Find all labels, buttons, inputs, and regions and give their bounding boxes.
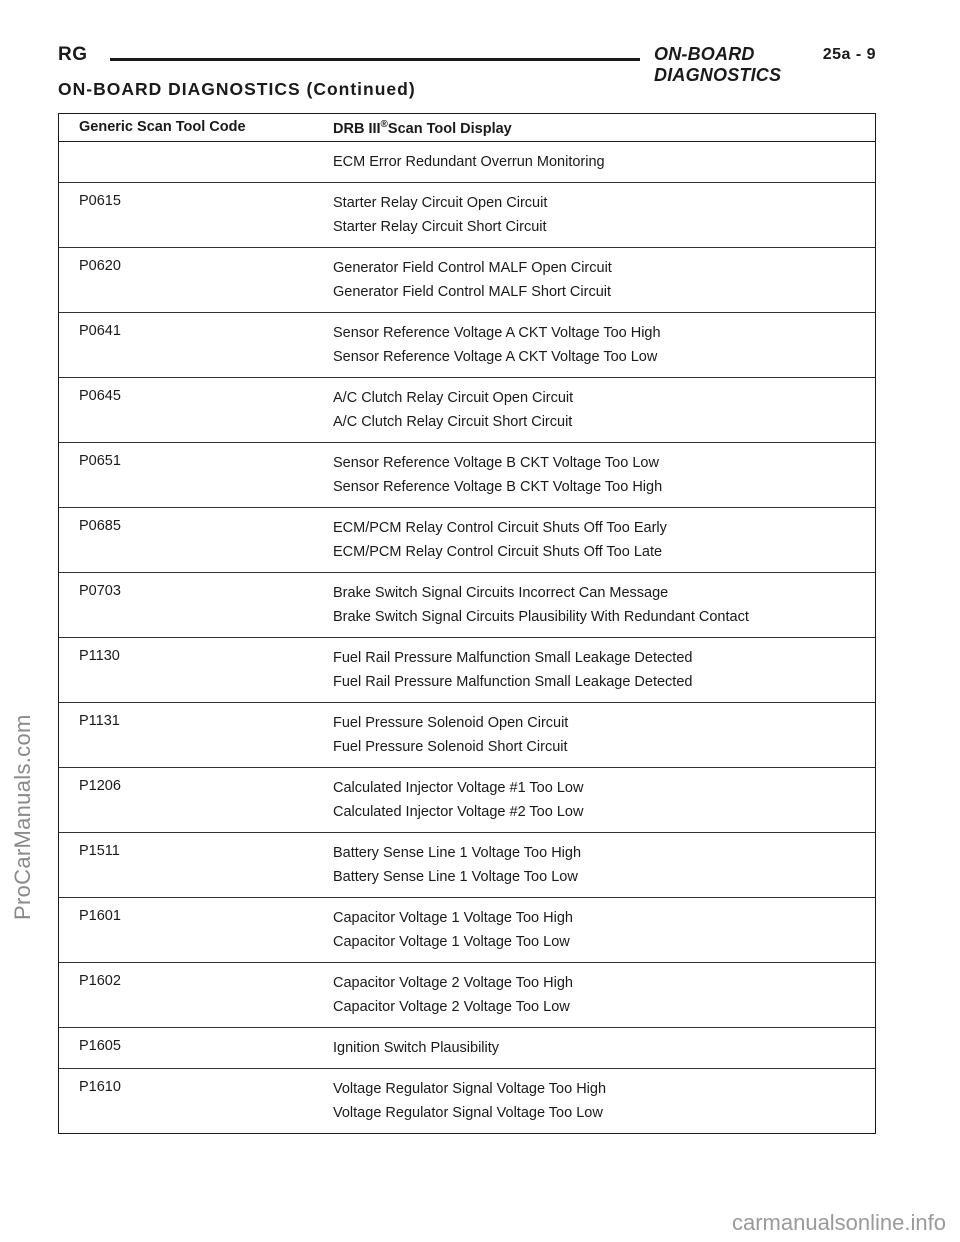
dtc-description: A/C Clutch Relay Circuit Open Circuit (333, 390, 574, 406)
dtc-description: Fuel Pressure Solenoid Open Circuit (333, 715, 569, 731)
dtc-descriptions (333, 581, 875, 629)
dtc-description: Brake Switch Signal Circuits Incorrect Can Message (333, 585, 669, 601)
table-row (59, 573, 875, 638)
page-number: 25a - 9 (822, 46, 876, 63)
section-title: ON-BOARD DIAGNOSTICS (Continued) (58, 79, 416, 99)
table-row (59, 508, 875, 573)
table-row (59, 1028, 875, 1069)
dtc-description: Battery Sense Line 1 Voltage Too Low (333, 869, 578, 885)
dtc-descriptions (333, 150, 875, 174)
column-header-code: Generic Scan Tool Code (79, 119, 246, 135)
dtc-description: Fuel Rail Pressure Malfunction Small Leakage Detected (333, 650, 693, 666)
dtc-description: Capacitor Voltage 1 Voltage Too High (333, 910, 573, 926)
dtc-description: Generator Field Control MALF Open Circuit (333, 260, 612, 276)
header-section-title: ON-BOARD DIAGNOSTICS (654, 44, 782, 85)
dtc-description: Capacitor Voltage 2 Voltage Too Low (333, 999, 570, 1015)
table-header (59, 114, 875, 142)
table-row (59, 1069, 875, 1133)
dtc-description: Generator Field Control MALF Short Circuit (333, 284, 612, 300)
column-header-display (333, 119, 512, 137)
dtc-descriptions (333, 711, 875, 759)
dtc-description: Brake Switch Signal Circuits Plausibility With Redundant Contact (333, 609, 749, 625)
dtc-code: P1605 (79, 1038, 121, 1054)
column-header-display-suffix: Scan Tool Display (387, 120, 512, 137)
dtc-descriptions (333, 1036, 875, 1060)
dtc-description: ECM/PCM Relay Control Circuit Shuts Off Too Late (333, 544, 663, 560)
dtc-description: A/C Clutch Relay Circuit Short Circuit (333, 414, 573, 430)
dtc-descriptions (333, 516, 875, 564)
table-row (59, 898, 875, 963)
footer-watermark: carmanualsonline.info (731, 1210, 946, 1235)
dtc-descriptions (333, 321, 875, 369)
dtc-code: P0620 (79, 258, 121, 274)
vehicle-code: RG (58, 44, 88, 65)
page-header (58, 42, 876, 85)
dtc-code: P1601 (79, 908, 121, 924)
table-row (59, 768, 875, 833)
dtc-descriptions (333, 971, 875, 1019)
dtc-description: Capacitor Voltage 1 Voltage Too Low (333, 934, 570, 950)
side-watermark: ProCarManuals.com (10, 714, 35, 920)
dtc-code: P1610 (79, 1079, 121, 1095)
table-row (59, 142, 875, 183)
dtc-code: P0641 (79, 323, 121, 339)
dtc-description: Voltage Regulator Signal Voltage Too Low (333, 1105, 603, 1121)
table-row (59, 833, 875, 898)
dtc-code: P1130 (79, 648, 120, 664)
dtc-code: P1511 (79, 843, 120, 859)
dtc-descriptions (333, 841, 875, 889)
dtc-code: P0645 (79, 388, 121, 404)
dtc-code: P1131 (79, 713, 120, 729)
dtc-description: Fuel Rail Pressure Malfunction Small Leakage Detected (333, 674, 693, 690)
dtc-description: Calculated Injector Voltage #1 Too Low (333, 780, 584, 796)
registered-mark: ® (380, 119, 388, 130)
dtc-description: Starter Relay Circuit Open Circuit (333, 195, 548, 211)
dtc-description: Battery Sense Line 1 Voltage Too High (333, 845, 582, 861)
dtc-descriptions (333, 646, 875, 694)
table-row (59, 248, 875, 313)
dtc-description: Ignition Switch Plausibility (333, 1040, 500, 1056)
dtc-code: P0651 (79, 453, 121, 469)
dtc-description: ECM Error Redundant Overrun Monitoring (333, 154, 605, 170)
dtc-descriptions (333, 906, 875, 954)
diagnostic-code-table (58, 113, 876, 1134)
table-row (59, 378, 875, 443)
dtc-descriptions (333, 256, 875, 304)
dtc-code: P0703 (79, 583, 121, 599)
header-rule (110, 58, 640, 61)
dtc-descriptions (333, 191, 875, 239)
dtc-descriptions (333, 1077, 875, 1125)
dtc-description: ECM/PCM Relay Control Circuit Shuts Off Too Early (333, 520, 667, 536)
table-row (59, 183, 875, 248)
column-header-display-prefix: DRB III (333, 120, 381, 137)
table-row (59, 443, 875, 508)
dtc-descriptions (333, 776, 875, 824)
dtc-code: P1206 (79, 778, 121, 794)
dtc-description: Sensor Reference Voltage A CKT Voltage Too High (333, 325, 661, 341)
dtc-description: Sensor Reference Voltage A CKT Voltage Too Low (333, 349, 658, 365)
table-row (59, 313, 875, 378)
dtc-description: Capacitor Voltage 2 Voltage Too High (333, 975, 573, 991)
table-body (59, 142, 875, 1133)
dtc-descriptions (333, 386, 875, 434)
table-row (59, 703, 875, 768)
dtc-description: Sensor Reference Voltage B CKT Voltage Too Low (333, 455, 659, 471)
dtc-code: P0685 (79, 518, 121, 534)
dtc-description: Calculated Injector Voltage #2 Too Low (333, 804, 584, 820)
dtc-code: P1602 (79, 973, 121, 989)
dtc-description: Sensor Reference Voltage B CKT Voltage Too High (333, 479, 663, 495)
dtc-descriptions (333, 451, 875, 499)
table-row (59, 963, 875, 1028)
dtc-description: Fuel Pressure Solenoid Short Circuit (333, 739, 568, 755)
dtc-description: Starter Relay Circuit Short Circuit (333, 219, 547, 235)
dtc-code: P0615 (79, 193, 121, 209)
dtc-description: Voltage Regulator Signal Voltage Too High (333, 1081, 607, 1097)
table-row (59, 638, 875, 703)
